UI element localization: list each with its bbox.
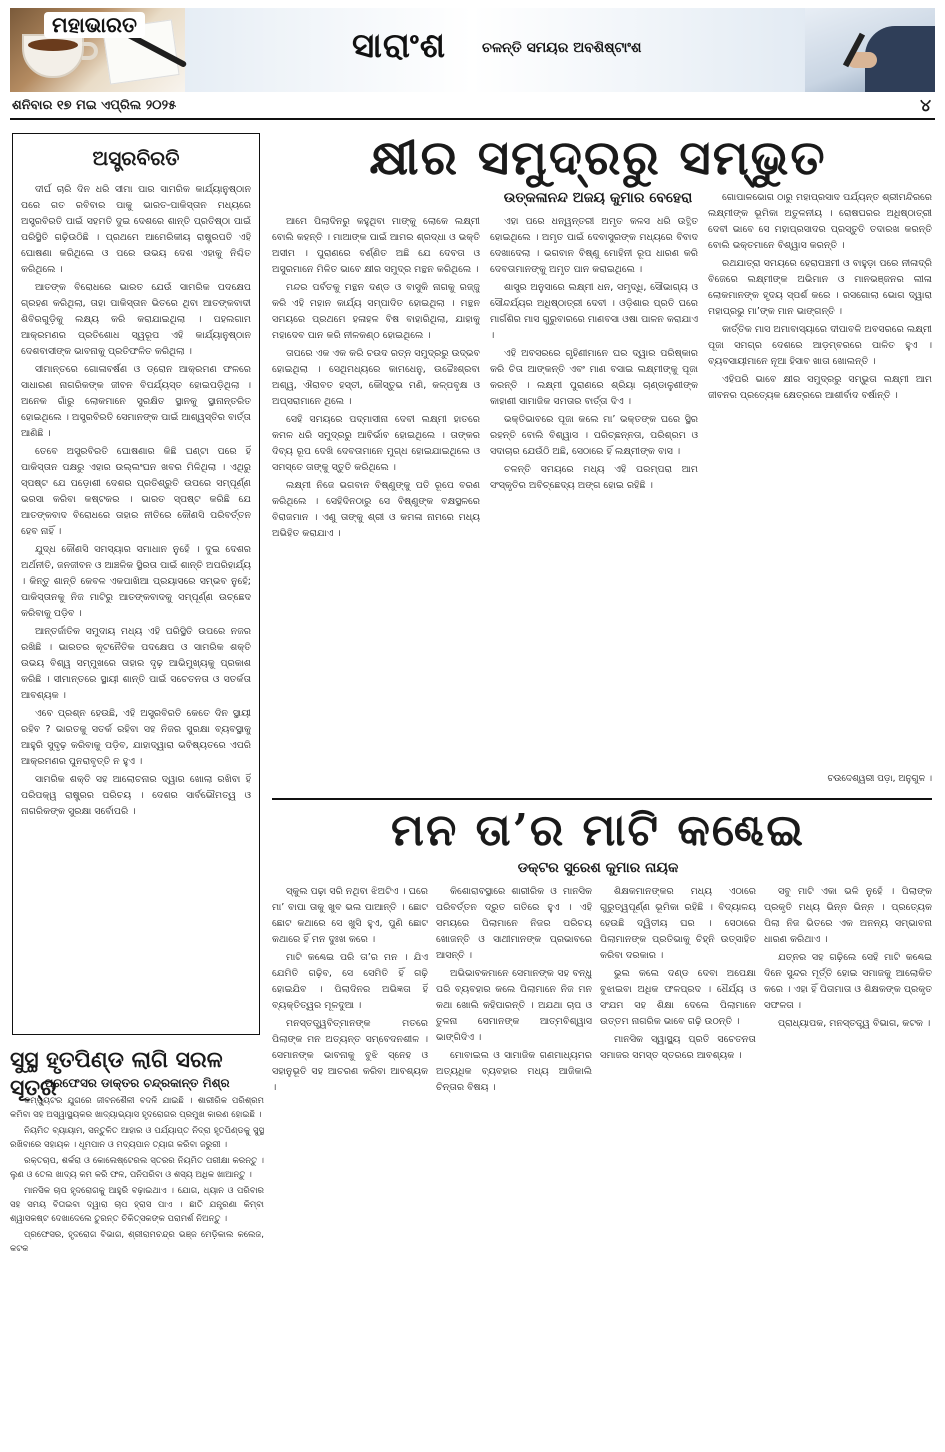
paragraph: ମାନସିକ ସ୍ୱାସ୍ଥ୍ୟ ପ୍ରତି ସଚେତନତା ସମାଜର ସମସ୍ତ ସ୍ତରରେ ଆବଶ୍ୟକ ।: [600, 1034, 756, 1061]
paragraph: ଚଳନ୍ତି ସମୟରେ ମଧ୍ୟ ଏହି ପରମ୍ପରା ଆମ ସଂସ୍କୃତିର ଅବିଚ୍ଛେଦ୍ୟ ଅଙ୍ଗ ହୋଇ ରହିଛି ।: [490, 464, 698, 491]
article-1-signature: ଚଉଦେଶ୍ୱରୀ ପଡ଼ା, ଅନୁଗୁଳ ।: [827, 774, 932, 784]
editorial-title: ଅସ୍ତ୍ରବିରତି: [92, 146, 180, 170]
paragraph: ମାଟି କଣ୍ଢେଇ ପରି ତା’ର ମନ । ଯିଏ ଯେମିତି ଗଢ଼ିବ, ସେ ସେମିତି ହିଁ ଗଢ଼ି ହୋଇଯିବ । ପିଲାଦିନର ଅଭିଜ୍ଞତା ହିଁ ବ୍ୟକ୍ତିତ୍ୱର ମୂଳଦୁଆ ।: [272, 952, 428, 1011]
paragraph: ମନସ୍ତତ୍ତ୍ୱବିତ୍‌ମାନଙ୍କ ମତରେ ପିଲାଙ୍କ ମନ ଅତ୍ୟନ୍ତ ସମ୍ବେଦନଶୀଳ । ସେମାନଙ୍କ ଭାବନାକୁ ବୁଝି ସ୍ନେହ ଓ ସହାନୁଭୂତି ସହ ଆଚରଣ କରିବା ଆବଶ୍ୟକ ।: [272, 1018, 428, 1093]
article-3-body: [10, 1094, 264, 1438]
paragraph: ସୀମାନ୍ତରେ ଗୋଳାବର୍ଷଣ ଓ ଡ୍ରୋନ ଆକ୍ରମଣ ଫଳରେ ସାଧାରଣ ନାଗରିକଙ୍କ ଜୀବନ ବିପର୍ଯ୍ୟସ୍ତ ହୋଇପଡ଼ିଥିଲା । ଅନେକ ଗାଁରୁ ଲୋକମାନେ ସୁରକ୍ଷିତ ସ୍ଥାନକୁ ସ୍ଥାନାନ୍ତରିତ ହୋଇଥିଲେ । ଅସ୍ତ୍ରବିରତି ସେମାନଙ୍କ ପାଇଁ ଆଶ୍ୱସ୍ତିର ବାର୍ତ୍ତା ଆଣିଛି ।: [21, 364, 251, 439]
paragraph: ଗୋପାଳଭୋଗ ଠାରୁ ମହାପ୍ରସାଦ ପର୍ଯ୍ୟନ୍ତ ଶ୍ରୀମନ୍ଦିରରେ ଲକ୍ଷ୍ମୀଙ୍କ ଭୂମିକା ଅତୁଳନୀୟ । ରୋଷଘରର ଅଧିଷ୍ଠାତ୍ରୀ ଦେବୀ ଭାବେ ସେ ମହାପ୍ରସାଦର ପ୍ରସ୍ତୁତି ତଦାରଖ କରନ୍ତି ବୋଲି ଭକ୍ତମାନେ ବିଶ୍ୱାସ କରନ୍ତି ।: [708, 192, 932, 251]
paragraph: ଏହି ଅବସରରେ ଗୃହିଣୀମାନେ ଘର ଦ୍ୱାର ପରିଷ୍କାର କରି ଚିତା ଆଙ୍କନ୍ତି ଏବଂ ମାଣ ବସାଇ ଲକ୍ଷ୍ମୀଙ୍କୁ ପୂଜା କରନ୍ତି । ଲକ୍ଷ୍ମୀ ପୁରାଣରେ ଶ୍ରିୟା ଚାଣ୍ଡାଳୁଣୀଙ୍କ କାହାଣୀ ସାମାଜିକ ସମତାର ବାର୍ତ୍ତା ଦିଏ ।: [490, 348, 698, 407]
paragraph: ଶାସ୍ତ୍ର ଅନୁସାରେ ଲକ୍ଷ୍ମୀ ଧନ, ସମୃଦ୍ଧି, ସୌଭାଗ୍ୟ ଓ ସୌନ୍ଦର୍ଯ୍ୟର ଅଧିଷ୍ଠାତ୍ରୀ ଦେବୀ । ଓଡ଼ିଶାର ପ୍ରତି ଘରେ ମାର୍ଗଶିର ମାସ ଗୁରୁବାରରେ ମାଣବସା ଓଷା ପାଳନ କରାଯାଏ ।: [490, 282, 698, 341]
issue-date: ଶନିବାର ୧୭ ମଇ ଏପ୍ରିଲ ୨୦୨୫: [12, 98, 177, 113]
paragraph: ରଥଯାତ୍ରା ସମୟରେ ହେରାପଞ୍ଚମୀ ଓ ବାହୁଡ଼ା ପରେ ନୀଳାଦ୍ରି ବିଜେରେ ଲକ୍ଷ୍ମୀଙ୍କ ଅଭିମାନ ଓ ମାନଭଞ୍ଜନର ଲୀଳା ଲୋକମାନଙ୍କ ହୃଦୟ ସ୍ପର୍ଶ କରେ । ରସଗୋଲା ଭୋଗ ଦ୍ୱାରା ମହାପ୍ରଭୁ ମା’ଙ୍କ ମାନ ଭାଙ୍ଗନ୍ତି ।: [708, 258, 932, 317]
section-title: ସାରାଂଶ: [352, 26, 446, 66]
paragraph: ଆତଙ୍କ ବିରୋଧରେ ଭାରତ ଯେଉଁ ସାମରିକ ପଦକ୍ଷେପ ଗ୍ରହଣ କରିଥିଲା, ତାହା ପାକିସ୍ତାନ ଭିତରେ ଥିବା ଆତଙ୍କବାଦୀ ଶିବିରଗୁଡ଼ିକୁ ଲକ୍ଷ୍ୟ କରି କରାଯାଇଥିଲା । ପହଲଗାମ ଆକ୍ରମଣର ପ୍ରତିଶୋଧ ସ୍ୱରୂପ ଏହି କାର୍ଯ୍ୟାନୁଷ୍ଠାନ ଦେଶବାସୀଙ୍କ ଭାବନାକୁ ପ୍ରତିଫଳିତ କରିଥିଲା ।: [21, 282, 251, 357]
paragraph: ତେବେ ଅସ୍ତ୍ରବିରତି ଘୋଷଣାର କିଛି ଘଣ୍ଟା ପରେ ହିଁ ପାକିସ୍ତାନ ପକ୍ଷରୁ ଏହାର ଉଲ୍ଲଂଘନ ଖବର ମିଳିଥିଲା । ଏଥିରୁ ସ୍ପଷ୍ଟ ଯେ ପଡ଼ୋଶୀ ଦେଶର ପ୍ରତିଶ୍ରୁତି ଉପରେ ସମ୍ପୂର୍ଣ୍ଣ ଭରସା କରିବା କଷ୍ଟକର । ଭାରତ ସ୍ପଷ୍ଟ କରିଛି ଯେ ଆତଙ୍କବାଦ ବିରୋଧରେ ତାହାର ନୀତିରେ କୌଣସି ପରିବର୍ତ୍ତନ ହେବ ନାହିଁ ।: [21, 446, 251, 537]
editorial-body: [21, 182, 251, 1022]
paragraph: ଏହା ପରେ ଧନ୍ୱନ୍ତରୀ ଅମୃତ କଳସ ଧରି ଉତ୍ଥିତ ହୋଇଥିଲେ । ଅମୃତ ପାଇଁ ଦେବାସୁରଙ୍କ ମଧ୍ୟରେ ବିବାଦ ଦେଖାଦେଲା । ଭଗବାନ ବିଷ୍ଣୁ ମୋହିନୀ ରୂପ ଧାରଣ କରି ଦେବତାମାନଙ୍କୁ ଅମୃତ ପାନ କରାଇଥିଲେ ।: [490, 216, 698, 275]
editorial-box: [12, 133, 260, 1035]
paragraph: ଏବେ ପ୍ରଶ୍ନ ହେଉଛି, ଏହି ଅସ୍ତ୍ରବିରତି କେତେ ଦିନ ସ୍ଥାୟୀ ରହିବ ? ଭାରତକୁ ସତର୍କ ରହିବା ସହ ନିଜର ସୁରକ୍ଷା ବ୍ୟବସ୍ଥାକୁ ଆହୁରି ସୁଦୃଢ଼ କରିବାକୁ ପଡ଼ିବ, ଯାହାଦ୍ୱାରା ଭବିଷ୍ୟତରେ ଏପରି ଆକ୍ରମଣର ପୁନରାବୃତ୍ତି ନ ହୁଏ ।: [21, 708, 251, 767]
paragraph: କିଶୋରାବସ୍ଥାରେ ଶାରୀରିକ ଓ ମାନସିକ ପରିବର୍ତ୍ତନ ଦ୍ରୁତ ଗତିରେ ହୁଏ । ଏହି ସମୟରେ ପିଲାମାନେ ନିଜର ପରିଚୟ ଖୋଜନ୍ତି ଓ ସାଥୀମାନଙ୍କ ପ୍ରଭାବରେ ଆସନ୍ତି ।: [436, 886, 592, 961]
coffee-cup-image: [22, 34, 84, 78]
header-rule: [10, 118, 935, 120]
article-2-column-4: [764, 884, 932, 1438]
newspaper-brand: ମହାଭାରତ: [44, 12, 145, 38]
dateline: [10, 96, 935, 118]
article-1-column-1: [272, 214, 480, 792]
article-2-column-2: [436, 884, 592, 1438]
article-2-headline: ମନ ତା’ର ମାଟି କଣ୍ଢେଇ: [391, 805, 805, 856]
paragraph: ଦୀର୍ଘ ଚାରି ଦିନ ଧରି ସୀମା ପାର ସାମରିକ କାର୍ଯ୍ୟାନୁଷ୍ଠାନ ପରେ ଗତ ରବିବାର ପାକୁ ଭାରତ-ପାକିସ୍ତାନ ମଧ୍ୟରେ ଅସ୍ତ୍ରବିରତି ପାଇଁ ସହମତି ଦୁଇ ଦେଶରେ ଶାନ୍ତି ପ୍ରତିଷ୍ଠା ପାଇଁ ପରିସ୍ଥିତି ଗଢ଼ିଉଠିଛି । ପ୍ରଥମେ ଆମେରିକୀୟ ରାଷ୍ଟ୍ରପତି ଏହି ଘୋଷଣା କରିଥିଲେ ଓ ପରେ ଉଭୟ ଦେଶ ଏହାକୁ ନିଶ୍ଚିତ କରିଥିଲେ ।: [21, 184, 251, 275]
article-1-byline: ଉତ୍କଳାନନ୍ଦ ଅଜୟ କୁମାର ବେହେରା: [503, 190, 693, 206]
section-subtitle: ଚଳନ୍ତି ସମୟର ଅବଶିଷ୍ଟାଂଶ: [482, 40, 642, 56]
paragraph: ଶିକ୍ଷକମାନଙ୍କର ମଧ୍ୟ ଏଠାରେ ଗୁରୁତ୍ୱପୂର୍ଣ୍ଣ ଭୂମିକା ରହିଛି । ବିଦ୍ୟାଳୟ ହେଉଛି ଦ୍ୱିତୀୟ ଘର । ସେଠାରେ ପିଲାମାନଙ୍କ ପ୍ରତିଭାକୁ ଚିହ୍ନି ଉତ୍ସାହିତ କରିବା ଦରକାର ।: [600, 886, 756, 961]
paragraph: ଯତ୍ନର ସହ ଗଢ଼ିଲେ ସେହି ମାଟି କଣ୍ଢେଇ ଦିନେ ସୁନ୍ଦର ମୂର୍ତ୍ତି ହୋଇ ସମାଜକୁ ଆଲୋକିତ କରେ । ଏହା ହିଁ ପିତାମାତା ଓ ଶିକ୍ଷକଙ୍କ ପ୍ରକୃତ ସଫଳତା ।: [764, 952, 932, 1011]
paragraph: ଏହିପରି ଭାବେ କ୍ଷୀର ସମୁଦ୍ରରୁ ସମ୍ଭୁତା ଲକ୍ଷ୍ମୀ ଆମ ଜୀବନର ପ୍ରତ୍ୟେକ କ୍ଷେତ୍ରରେ ଆଶୀର୍ବାଦ ବର୍ଷାନ୍ତି ।: [708, 374, 932, 401]
paragraph: ଭକ୍ତିଭାବରେ ପୂଜା କଲେ ମା’ ଭକ୍ତଙ୍କ ଘରେ ସ୍ଥିର ରହନ୍ତି ବୋଲି ବିଶ୍ୱାସ । ପରିଚ୍ଛନ୍ନତା, ପରିଶ୍ରମ ଓ ସଦାଚାର ଯେଉଁଠି ଅଛି, ସେଠାରେ ହିଁ ଲକ୍ଷ୍ମୀଙ୍କ ବାସ ।: [490, 414, 698, 457]
paragraph: ପ୍ରାଧ୍ୟାପକ, ମନସ୍ତତ୍ତ୍ୱ ବିଭାଗ, କଟକ ।: [778, 1018, 931, 1029]
article-1-column-3: [708, 190, 932, 750]
paragraph: ଲକ୍ଷ୍ମୀ ନିଜେ ଭଗବାନ ବିଷ୍ଣୁଙ୍କୁ ପତି ରୂପେ ବରଣ କରିଥିଲେ । ସେହିଦିନଠାରୁ ସେ ବିଷ୍ଣୁଙ୍କ ବକ୍ଷସ୍ଥଳରେ ବିରାଜମାନ । ଏଣୁ ତାଙ୍କୁ ଶ୍ରୀ ଓ କମଳା ନାମରେ ମଧ୍ୟ ଅଭିହିତ କରାଯାଏ ।: [272, 480, 480, 539]
paragraph: କମ୍ପ୍ୟୁଟର ଯୁଗରେ ଜୀବନଶୈଳୀ ବଦଳି ଯାଇଛି । ଶାରୀରିକ ପରିଶ୍ରମ କମିବା ସହ ଅସ୍ୱାସ୍ଥ୍ୟକର ଖାଦ୍ୟାଭ୍ୟାସ ହୃଦରୋଗର ପ୍ରମୁଖ କାରଣ ହୋଇଛି ।: [10, 1096, 264, 1120]
paragraph: ମାନସିକ ଚାପ ହୃଦରୋଗକୁ ଆହୁରି ବଢ଼ାଇଥାଏ । ଯୋଗ, ଧ୍ୟାନ ଓ ପରିବାର ସହ ସମୟ ବିତାଇବା ଦ୍ୱାରା ଚାପ ହ୍ରାସ ପାଏ । ଛାତି ଯନ୍ତ୍ରଣା କିମ୍ବା ଶ୍ୱାସକଷ୍ଟ ଦେଖାଦେଲେ ତୁରନ୍ତ ଚିକିତ୍ସକଙ୍କ ପରାମର୍ଶ ନିଅନ୍ତୁ ।: [10, 1186, 264, 1224]
paragraph: ଯୁଦ୍ଧ କୌଣସି ସମସ୍ୟାର ସମାଧାନ ନୁହେଁ । ଦୁଇ ଦେଶର ଅର୍ଥନୀତି, ଜନଜୀବନ ଓ ଆଞ୍ଚଳିକ ସ୍ଥିରତା ପାଇଁ ଶାନ୍ତି ଅପରିହାର୍ଯ୍ୟ । କିନ୍ତୁ ଶାନ୍ତି କେବଳ ଏକପାଖିଆ ପ୍ରୟାସରେ ସମ୍ଭବ ନୁହେଁ; ପାକିସ୍ତାନକୁ ନିଜ ମାଟିରୁ ଆତଙ୍କବାଦକୁ ସମ୍ପୂର୍ଣ୍ଣ ଉଚ୍ଛେଦ କରିବାକୁ ପଡ଼ିବ ।: [21, 544, 251, 619]
paragraph: ଆନ୍ତର୍ଜାତିକ ସମୁଦାୟ ମଧ୍ୟ ଏହି ପରିସ୍ଥିତି ଉପରେ ନଜର ରଖିଛି । ଭାରତର କୂଟନୈତିକ ପଦକ୍ଷେପ ଓ ସାମରିକ ଶକ୍ତି ଉଭୟ ବିଶ୍ୱ ସମ୍ମୁଖରେ ତାହାର ଦୃଢ଼ ଆଭିମୁଖ୍ୟକୁ ପ୍ରକାଶ କରିଛି । ସୀମାନ୍ତରେ ସ୍ଥାୟୀ ଶାନ୍ତି ପାଇଁ ସଚେତନତା ଓ ସତର୍କତା ଆବଶ୍ୟକ ।: [21, 626, 251, 701]
paragraph: ଭୁଲ କଲେ ଦଣ୍ଡ ଦେବା ଅପେକ୍ଷା ବୁଝାଇବା ଅଧିକ ଫଳପ୍ରଦ । ଧୈର୍ଯ୍ୟ ଓ ସଂଯମ ସହ ଶିକ୍ଷା ଦେଲେ ପିଲାମାନେ ଉତ୍ତମ ନାଗରିକ ଭାବେ ଗଢ଼ି ଉଠନ୍ତି ।: [600, 968, 756, 1027]
masthead-writer-photo: [805, 8, 935, 92]
article-3-byline: ପ୍ରଫେସର ଡାକ୍ତର ଚନ୍ଦ୍ରକାନ୍ତ ମିଶ୍ର: [44, 1076, 230, 1090]
paragraph: ସେହି ସମୟରେ ପଦ୍ମାସୀନା ଦେବୀ ଲକ୍ଷ୍ମୀ ହାତରେ କମଳ ଧରି ସମୁଦ୍ରରୁ ଆବିର୍ଭାବ ହୋଇଥିଲେ । ତାଙ୍କର ଦିବ୍ୟ ରୂପ ଦେଖି ଦେବତାମାନେ ମୁଗ୍ଧ ହୋଇଯାଇଥିଲେ ଓ ସମସ୍ତେ ତାଙ୍କୁ ସ୍ତୁତି କରିଥିଲେ ।: [272, 414, 480, 473]
article-2-column-3: [600, 884, 756, 1438]
paragraph: ରକ୍ତଚାପ, ଶର୍କରା ଓ କୋଲେଷ୍ଟେରଲ ସ୍ତରର ନିୟମିତ ପରୀକ୍ଷା କରନ୍ତୁ । ଲୁଣ ଓ ତେଲ ଖାଦ୍ୟ କମ କରି ଫଳ, ପନିପରିବା ଓ ଶସ୍ୟ ଅଧିକ ଖାଆନ୍ତୁ ।: [10, 1156, 264, 1180]
article-separator: [272, 798, 932, 800]
paragraph: ସ୍କୁଲ ପଢ଼ା ସରି ନଥିବା ଝିଅଟିଏ । ଘରେ ମା’ ବାପା ତାକୁ ଖୁବ ଭଲ ପାଆନ୍ତି । ଛୋଟ ଛୋଟ କଥାରେ ସେ ଖୁସି ହୁଏ, ପୁଣି ଛୋଟ କଥାରେ ହିଁ ମନ ଦୁଃଖ କରେ ।: [272, 886, 428, 945]
paragraph: ନିୟମିତ ବ୍ୟାୟାମ, ସନ୍ତୁଳିତ ଆହାର ଓ ପର୍ଯ୍ୟାପ୍ତ ନିଦ୍ରା ହୃତପିଣ୍ଡକୁ ସୁସ୍ଥ ରଖିବାରେ ସହାୟକ । ଧୂମପାନ ଓ ମଦ୍ୟପାନ ତ୍ୟାଗ କରିବା ଜରୁରୀ ।: [10, 1126, 264, 1150]
paragraph: ମୋବାଇଲ ଓ ସାମାଜିକ ଗଣମାଧ୍ୟମର ଅତ୍ୟଧିକ ବ୍ୟବହାର ମଧ୍ୟ ଆଜିକାଲି ଚିନ୍ତାର ବିଷୟ ।: [436, 1050, 592, 1093]
article-1-headline: କ୍ଷୀର ସମୁଦ୍ରରୁ ସମ୍ଭୁତ: [369, 130, 827, 186]
article-2-column-1: [272, 884, 428, 1438]
paragraph: ଅଭିଭାବକମାନେ ସେମାନଙ୍କ ସହ ବନ୍ଧୁ ପରି ବ୍ୟବହାର କଲେ ପିଲାମାନେ ନିଜ ମନ କଥା ଖୋଲି କହିପାରନ୍ତି । ଅଯଥା ଚାପ ଓ ତୁଳନା ସେମାନଙ୍କ ଆତ୍ମବିଶ୍ୱାସ ଭାଙ୍ଗିଦିଏ ।: [436, 968, 592, 1043]
paragraph: ସାମରିକ ଶକ୍ତି ସହ ଆଲୋଚନାର ଦ୍ୱାର ଖୋଲା ରଖିବା ହିଁ ପରିପକ୍ୱ ରାଷ୍ଟ୍ରର ପରିଚୟ । ଦେଶର ସାର୍ବଭୌମତ୍ୱ ଓ ନାଗରିକଙ୍କ ସୁରକ୍ଷା ସର୍ବୋପରି ।: [21, 774, 251, 817]
paragraph: ସବୁ ମାଟି ଏକା ଭଳି ନୁହେଁ । ପିଲାଙ୍କ ପ୍ରକୃତି ମଧ୍ୟ ଭିନ୍ନ ଭିନ୍ନ । ପ୍ରତ୍ୟେକ ପିଲା ନିଜ ଭିତରେ ଏକ ଅନନ୍ୟ ସମ୍ଭାବନା ଧାରଣ କରିଥାଏ ।: [764, 886, 932, 945]
masthead: [10, 8, 935, 92]
article-3-headline: ସୁସ୍ଥ ହୃତପିଣ୍ଡ ଲାଗି ସରଳ ସୂତ୍ର: [10, 1047, 223, 1101]
paragraph: ଆମେ ପିଲାଦିନରୁ କହୁଥିବା ମାଙ୍କୁ ଲୋକେ ଲକ୍ଷ୍ମୀ ବୋଲି କହନ୍ତି । ମାଆଙ୍କ ପାଇଁ ଆମର ଶ୍ରଦ୍ଧା ଓ ଭକ୍ତି ଅସୀମ । ପୁରାଣରେ ବର୍ଣ୍ଣିତ ଅଛି ଯେ ଦେବତା ଓ ଅସୁରମାନେ ମିଳିତ ଭାବେ କ୍ଷୀର ସମୁଦ୍ର ମନ୍ଥନ କରିଥିଲେ ।: [272, 216, 480, 275]
article-1-column-2: [490, 214, 698, 792]
paragraph: ପ୍ରଫେସର, ହୃଦରୋଗ ବିଭାଗ, ଶ୍ରୀରାମଚନ୍ଦ୍ର ଭଞ୍ଜ ମେଡ଼ିକାଲ କଲେଜ, କଟକ: [10, 1230, 264, 1254]
paragraph: ତାପରେ ଏକ ଏକ କରି ଚଉଦ ରତ୍ନ ସମୁଦ୍ରରୁ ଉଦ୍ଭବ ହୋଇଥିଲା । ସେଥିମଧ୍ୟରେ କାମଧେନୁ, ଉଚ୍ଚୈଃଶ୍ରବା ଅଶ୍ୱ, ଐରାବତ ହସ୍ତୀ, କୌସ୍ତୁଭ ମଣି, କଳ୍ପବୃକ୍ଷ ଓ ଅପ୍ସରାମାନେ ଥିଲେ ।: [272, 348, 480, 407]
article-2-byline: ଡକ୍ଟର ସୁରେଶ କୁମାର ନାୟକ: [517, 860, 679, 876]
paragraph: ମନ୍ଦର ପର୍ବତକୁ ମନ୍ଥନ ଦଣ୍ଡ ଓ ବାସୁକି ନାଗକୁ ରଜ୍ଜୁ କରି ଏହି ମହାନ କାର୍ଯ୍ୟ ସମ୍ପାଦିତ ହୋଇଥିଲା । ମନ୍ଥନ ସମୟରେ ପ୍ରଥମେ ହଳାହଳ ବିଷ ବାହାରିଥିଲା, ଯାହାକୁ ମହାଦେବ ପାନ କରି ନୀଳକଣ୍ଠ ହୋଇଥିଲେ ।: [272, 282, 480, 341]
paragraph: କାର୍ତ୍ତିକ ମାସ ଅମାବାସ୍ୟାରେ ଦୀପାବଳି ଅବସରରେ ଲକ୍ଷ୍ମୀ ପୂଜା ସମଗ୍ର ଦେଶରେ ଆଡ଼ମ୍ବରରେ ପାଳିତ ହୁଏ । ବ୍ୟବସାୟୀମାନେ ନୂଆ ହିସାବ ଖାତା ଖୋଲନ୍ତି ।: [708, 324, 932, 367]
page-number: ୪: [920, 96, 931, 116]
